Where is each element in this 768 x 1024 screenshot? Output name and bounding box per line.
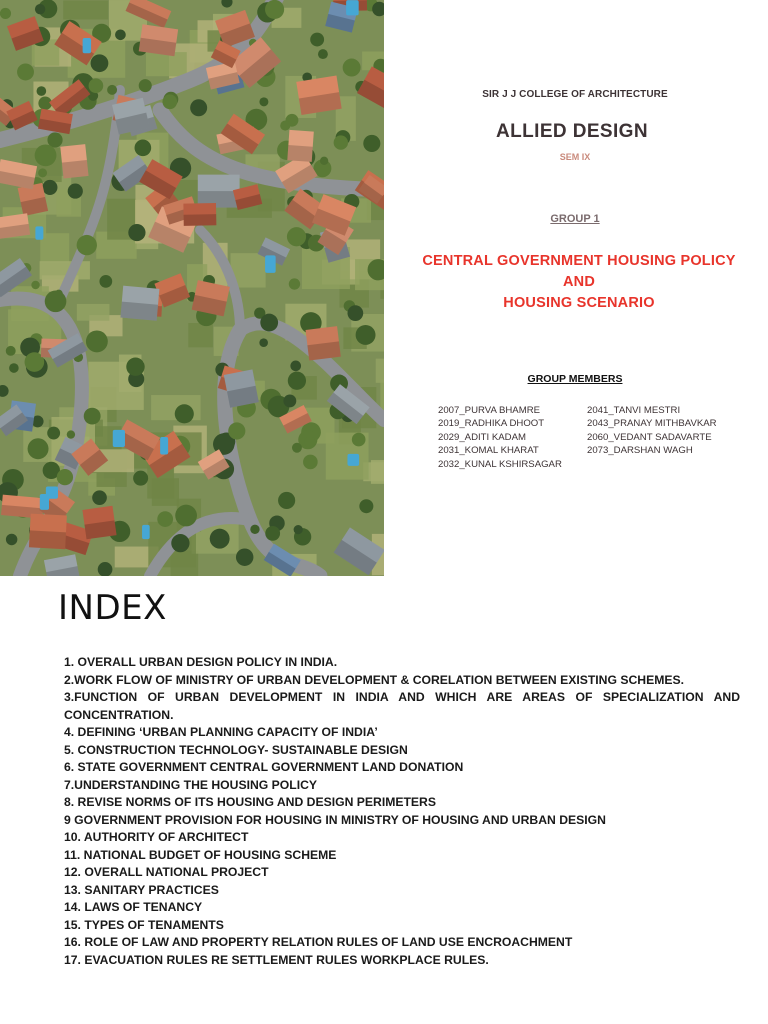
index-item: 6. STATE GOVERNMENT CENTRAL GOVERNMENT LAND DONATION — [64, 760, 464, 774]
member-name: 2041_TANVI MESTRI — [587, 405, 681, 416]
index-item: 2.WORK FLOW OF MINISTRY OF URBAN DEVELOPMENT & CORELATION BETWEEN EXISTING SCHEMES. — [64, 672, 684, 687]
aerial-suburb-photo — [0, 0, 384, 576]
index-item: 14. LAWS OF TENANCY — [64, 900, 203, 914]
index-item: 4. DEFINING ‘URBAN PLANNING CAPACITY OF INDIA’ — [64, 725, 378, 739]
member-name: 2043_PRANAY MITHBAVKAR — [587, 418, 717, 430]
index-item: 12. OVERALL NATIONAL PROJECT — [64, 865, 269, 879]
member-name: 2019_RADHIKA DHOOT — [438, 418, 545, 430]
index-item: 15. TYPES OF TENAMENTS — [64, 917, 224, 932]
course-title: ALLIED DESIGN — [496, 121, 648, 142]
project-topic — [398, 251, 760, 314]
topic-line-1: CENTRAL GOVERNMENT HOUSING POLICY — [422, 253, 736, 269]
member-name: 2060_VEDANT SADAVARTE — [587, 431, 712, 443]
index-item: 16. ROLE OF LAW AND PROPERTY RELATION RULES OF LAND USE ENCROACHMENT — [64, 935, 573, 949]
member-name: 2029_ADITI KADAM — [438, 431, 526, 443]
semester-label: SEM IX — [559, 152, 591, 162]
topic-line-2: AND — [562, 274, 595, 290]
title-block — [384, 0, 768, 576]
index-list — [64, 654, 740, 969]
college-name: SIR J J COLLEGE OF ARCHITECTURE — [482, 89, 668, 100]
index-item: 7.UNDERSTANDING THE HOUSING POLICY — [64, 777, 318, 792]
members-column-2 — [587, 404, 717, 458]
index-item: 10. AUTHORITY OF ARCHITECT — [64, 830, 249, 844]
member-name: 2031_KOMAL KHARAT — [438, 445, 539, 457]
index-item: 5. CONSTRUCTION TECHNOLOGY- SUSTAINABLE DESIGN — [64, 742, 408, 757]
group-label: GROUP 1 — [550, 213, 600, 225]
index-item: 8. REVISE NORMS OF ITS HOUSING AND DESIGN PERIMETERS — [64, 795, 436, 809]
index-item: 1. OVERALL URBAN DESIGN POLICY IN INDIA. — [64, 655, 338, 669]
member-name: 2032_KUNAL KSHIRSAGAR — [438, 458, 562, 470]
index-item: 11. NATIONAL BUDGET OF HOUSING SCHEME — [64, 847, 337, 862]
members-column-1 — [438, 404, 562, 471]
member-name: 2073_DARSHAN WAGH — [587, 445, 693, 457]
topic-line-3: HOUSING SCENARIO — [503, 295, 655, 311]
index-item: 9 GOVERNMENT PROVISION FOR HOUSING IN MINISTRY OF HOUSING AND URBAN DESIGN — [64, 812, 606, 827]
index-item: 3.FUNCTION OF URBAN DEVELOPMENT IN INDIA AND WHICH ARE AREAS OF SPECIALIZATION AND CONCENTRATION. — [64, 690, 740, 722]
member-name: 2007_PURVA BHAMRE — [438, 405, 541, 416]
index-title: INDEX — [58, 588, 167, 628]
index-item: 17. EVACUATION RULES RE SETTLEMENT RULES WORKPLACE RULES. — [64, 952, 489, 967]
group-members-heading: GROUP MEMBERS — [527, 373, 623, 385]
index-item: 13. SANITARY PRACTICES — [64, 882, 219, 897]
